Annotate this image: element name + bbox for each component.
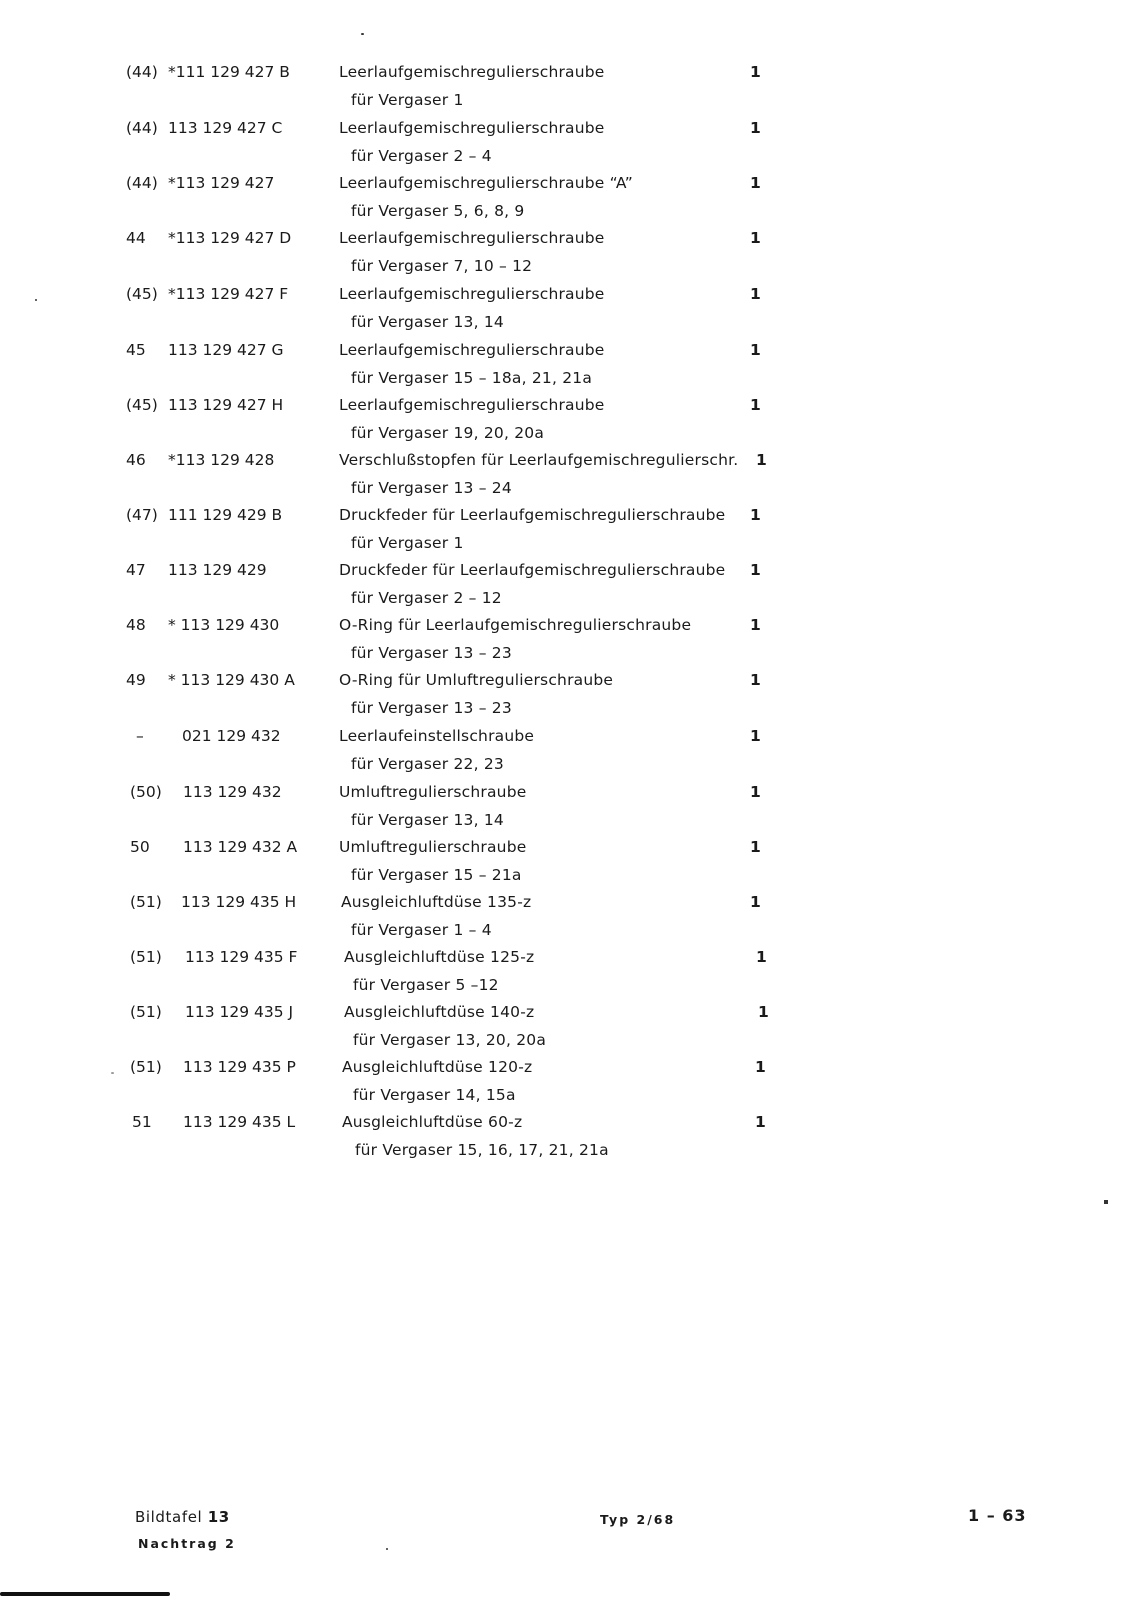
part-number: * 113 129 430 A	[168, 671, 295, 689]
part-number: 113 129 435 H	[181, 893, 297, 911]
part-row	[0, 1002, 1132, 1058]
part-number: 021 129 432	[182, 727, 281, 745]
position-number: (51)	[130, 948, 162, 966]
part-quantity: 1	[750, 838, 761, 856]
part-quantity: 1	[750, 341, 761, 359]
part-applicability: für Vergaser 13 – 23	[351, 699, 512, 717]
part-description: Leerlaufgemischregulierschraube	[339, 341, 605, 359]
part-applicability: für Vergaser 14, 15a	[353, 1086, 516, 1104]
part-applicability: für Vergaser 7, 10 – 12	[351, 257, 533, 275]
part-number: *113 129 427 F	[168, 285, 289, 303]
part-row	[0, 62, 1132, 118]
part-description: O-Ring für Leerlaufgemischregulierschraube	[339, 616, 692, 634]
part-number: *113 129 428	[168, 451, 275, 469]
part-applicability: für Vergaser 5 –12	[353, 976, 499, 994]
scan-edge-mark	[0, 1592, 170, 1596]
part-row	[0, 726, 1132, 782]
part-row	[0, 892, 1132, 948]
part-quantity: 1	[750, 783, 761, 801]
part-quantity: 1	[756, 948, 767, 966]
part-row	[0, 947, 1132, 1003]
position-number: (45)	[126, 285, 158, 303]
part-quantity: 1	[750, 893, 761, 911]
position-number: (51)	[130, 893, 162, 911]
part-number: 113 129 427 C	[168, 119, 283, 137]
part-quantity: 1	[750, 671, 761, 689]
part-applicability: für Vergaser 13, 20, 20a	[353, 1031, 547, 1049]
part-description: Leerlaufgemischregulierschraube	[339, 396, 605, 414]
part-applicability: für Vergaser 1 – 4	[351, 921, 492, 939]
part-description: Ausgleichluftdüse 60-z	[342, 1113, 523, 1131]
part-row	[0, 395, 1132, 451]
part-row	[0, 837, 1132, 893]
part-description: O-Ring für Umluftregulierschraube	[339, 671, 614, 689]
position-number: 48	[126, 616, 146, 634]
part-number: 113 129 427 H	[168, 396, 284, 414]
part-row	[0, 284, 1132, 340]
part-description: Ausgleichluftdüse 135-z	[341, 893, 532, 911]
position-number: 45	[126, 341, 146, 359]
scan-speck	[386, 1548, 388, 1550]
part-description: Leerlaufgemischregulierschraube	[339, 119, 605, 137]
part-number: 113 129 435 F	[185, 948, 298, 966]
position-number: (51)	[130, 1058, 162, 1076]
part-row	[0, 228, 1132, 284]
part-applicability: für Vergaser 5, 6, 8, 9	[351, 202, 525, 220]
part-applicability: für Vergaser 15 – 21a	[351, 866, 522, 884]
part-description: Leerlaufgemischregulierschraube “A”	[339, 174, 634, 192]
position-number: (51)	[130, 1003, 162, 1021]
part-description: Leerlaufgemischregulierschraube	[339, 229, 605, 247]
position-number: 51	[132, 1113, 152, 1131]
type-label: Typ 2/68	[600, 1512, 676, 1527]
part-description: Umluftregulierschraube	[339, 783, 527, 801]
part-row	[0, 670, 1132, 726]
part-quantity: 1	[750, 727, 761, 745]
part-number: *113 129 427 D	[168, 229, 292, 247]
plate-label: Bildtafel	[135, 1508, 203, 1526]
part-description: Druckfeder für Leerlaufgemischregulierschraube	[339, 561, 726, 579]
position-number: (44)	[126, 63, 158, 81]
part-number: 113 129 435 J	[185, 1003, 294, 1021]
part-description: Leerlaufeinstellschraube	[339, 727, 535, 745]
plate-number: 13	[207, 1508, 230, 1526]
part-description: Verschlußstopfen für Leerlaufgemischregulierschr.	[339, 451, 739, 469]
part-number: * 113 129 430	[168, 616, 280, 634]
part-number: 113 129 429	[168, 561, 267, 579]
part-applicability: für Vergaser 2 – 12	[351, 589, 502, 607]
position-number: (44)	[126, 174, 158, 192]
part-description: Druckfeder für Leerlaufgemischregulierschraube	[339, 506, 726, 524]
part-number: 113 129 432	[183, 783, 282, 801]
position-number: (44)	[126, 119, 158, 137]
plate-reference	[135, 1508, 230, 1526]
position-number: –	[136, 727, 144, 745]
part-quantity: 1	[755, 1058, 766, 1076]
part-applicability: für Vergaser 1	[351, 91, 464, 109]
part-applicability: für Vergaser 13 – 23	[351, 644, 512, 662]
part-row	[0, 1057, 1132, 1113]
part-description: Leerlaufgemischregulierschraube	[339, 285, 605, 303]
part-row	[0, 450, 1132, 506]
position-number: 47	[126, 561, 146, 579]
part-row	[0, 782, 1132, 838]
position-number: (45)	[126, 396, 158, 414]
part-quantity: 1	[750, 63, 761, 81]
part-quantity: 1	[750, 396, 761, 414]
part-quantity: 1	[750, 119, 761, 137]
part-description: Ausgleichluftdüse 125-z	[344, 948, 535, 966]
part-number: 111 129 429 B	[168, 506, 283, 524]
scan-speck	[1104, 1200, 1108, 1204]
part-row	[0, 505, 1132, 561]
part-row	[0, 615, 1132, 671]
scan-speck	[361, 33, 364, 35]
part-description: Leerlaufgemischregulierschraube	[339, 63, 605, 81]
part-row	[0, 1112, 1132, 1168]
part-description: Umluftregulierschraube	[339, 838, 527, 856]
part-row	[0, 118, 1132, 174]
part-applicability: für Vergaser 13, 14	[351, 811, 504, 829]
position-number: 46	[126, 451, 146, 469]
part-quantity: 1	[755, 1113, 766, 1131]
part-applicability: für Vergaser 13, 14	[351, 313, 504, 331]
part-quantity: 1	[750, 285, 761, 303]
part-number: *113 129 427	[168, 174, 275, 192]
part-description: Ausgleichluftdüse 140-z	[344, 1003, 535, 1021]
part-quantity: 1	[756, 451, 767, 469]
part-applicability: für Vergaser 15 – 18a, 21, 21a	[351, 369, 593, 387]
part-applicability: für Vergaser 1	[351, 534, 464, 552]
part-row	[0, 560, 1132, 616]
part-number: 113 129 435 P	[183, 1058, 296, 1076]
supplement-label: Nachtrag 2	[138, 1536, 236, 1551]
part-number: *111 129 427 B	[168, 63, 290, 81]
part-applicability: für Vergaser 22, 23	[351, 755, 504, 773]
part-quantity: 1	[750, 174, 761, 192]
part-row	[0, 340, 1132, 396]
part-applicability: für Vergaser 15, 16, 17, 21, 21a	[355, 1141, 609, 1159]
part-number: 113 129 427 G	[168, 341, 284, 359]
part-quantity: 1	[750, 616, 761, 634]
part-quantity: 1	[750, 229, 761, 247]
scan-speck	[35, 299, 37, 301]
position-number: (50)	[130, 783, 162, 801]
page-number: 1 – 63	[968, 1506, 1027, 1525]
part-applicability: für Vergaser 19, 20, 20a	[351, 424, 545, 442]
part-quantity: 1	[750, 561, 761, 579]
part-row	[0, 173, 1132, 229]
position-number: 44	[126, 229, 146, 247]
scan-speck	[111, 1072, 114, 1074]
part-applicability: für Vergaser 2 – 4	[351, 147, 492, 165]
part-number: 113 129 435 L	[183, 1113, 296, 1131]
position-number: 50	[130, 838, 150, 856]
part-quantity: 1	[758, 1003, 769, 1021]
part-applicability: für Vergaser 13 – 24	[351, 479, 512, 497]
position-number: 49	[126, 671, 146, 689]
position-number: (47)	[126, 506, 158, 524]
part-number: 113 129 432 A	[183, 838, 298, 856]
part-description: Ausgleichluftdüse 120-z	[342, 1058, 533, 1076]
part-quantity: 1	[750, 506, 761, 524]
